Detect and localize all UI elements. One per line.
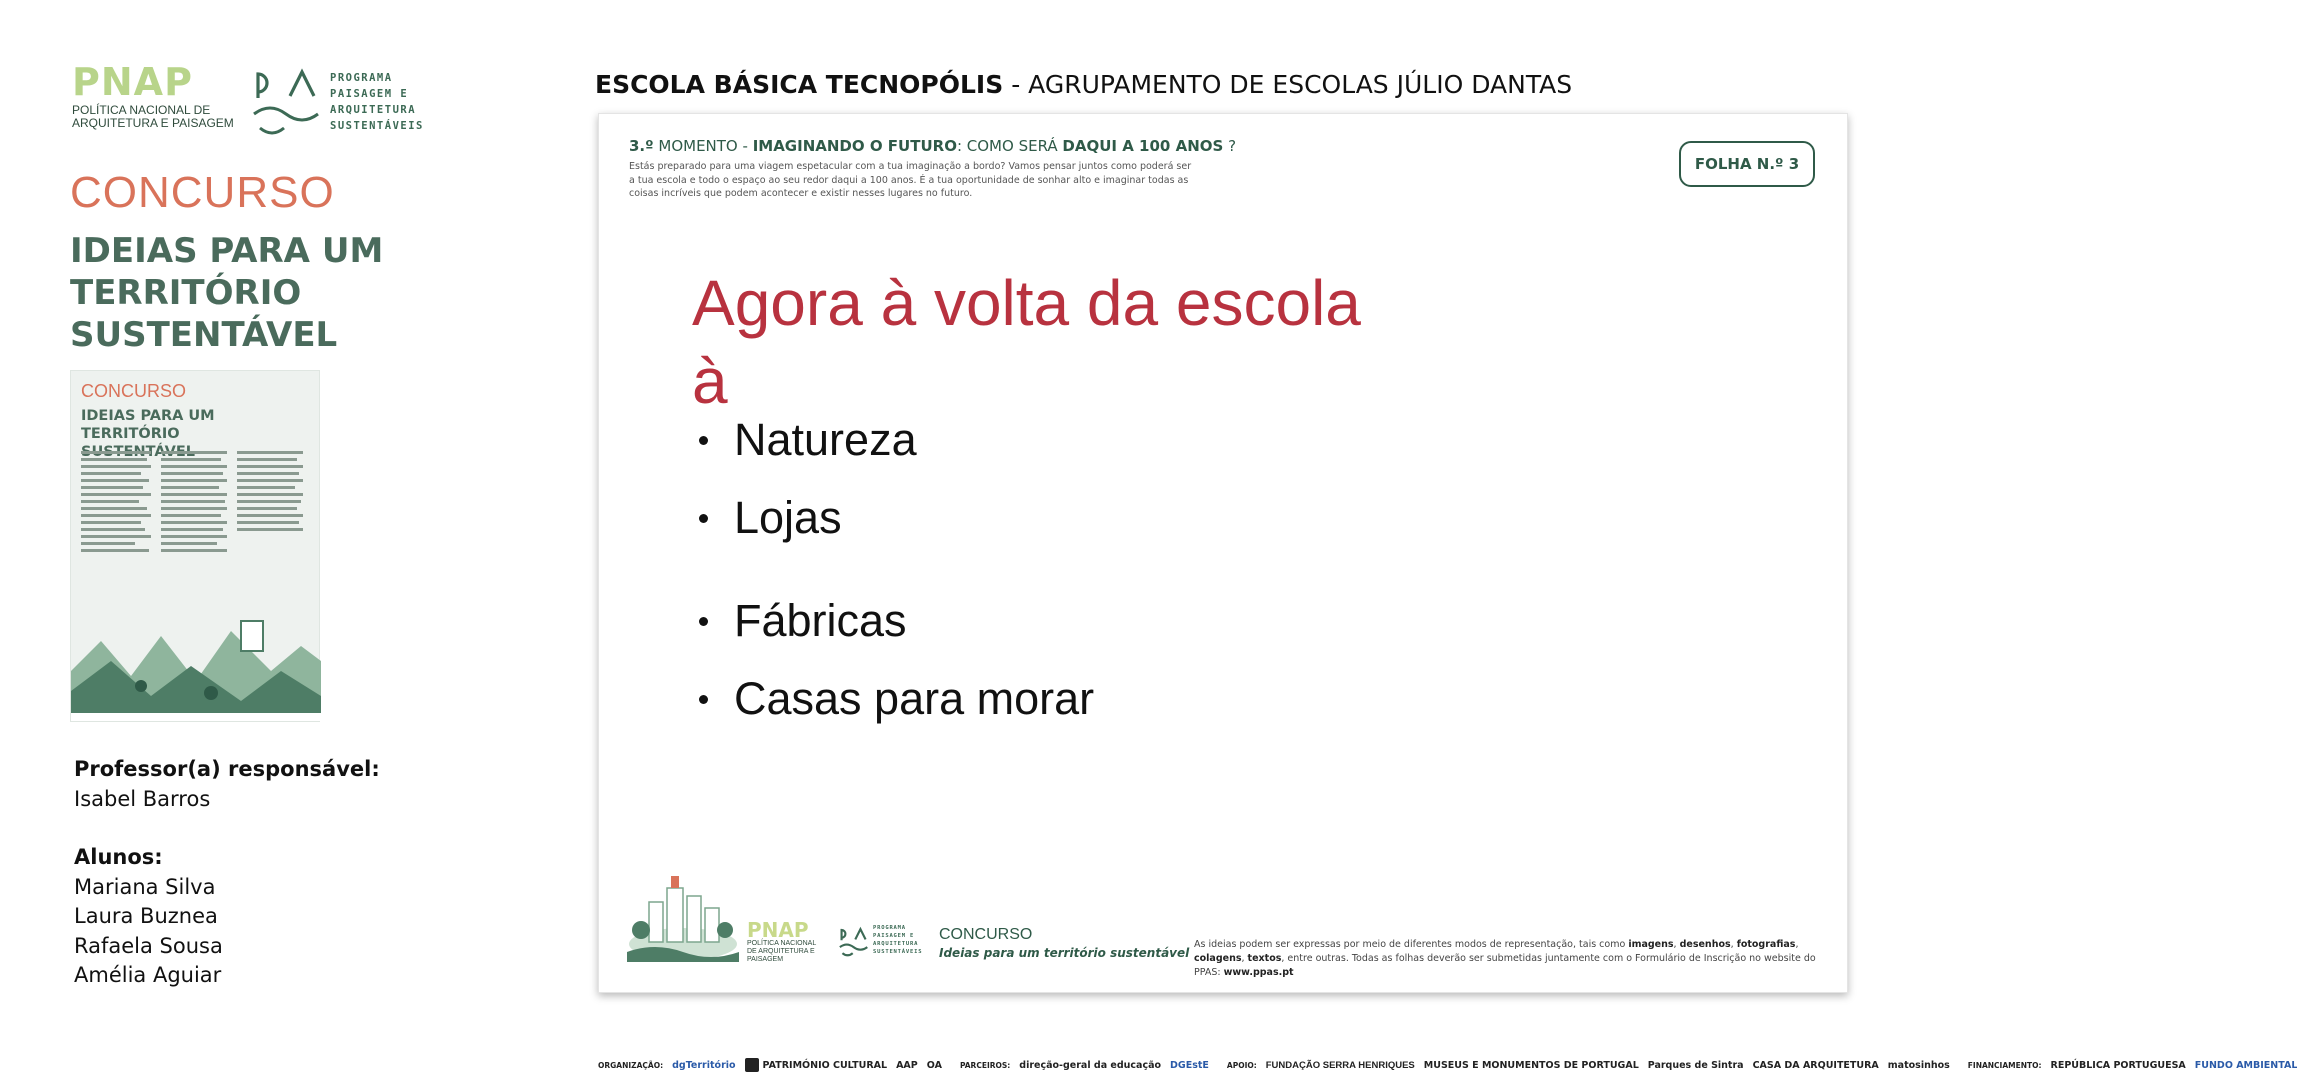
- moment-word: MOMENTO -: [653, 137, 753, 155]
- students-label: Alunos:: [74, 845, 163, 869]
- footer-note-url: www.ppas.pt: [1223, 967, 1294, 978]
- city-illustration-icon: [627, 872, 739, 962]
- bullet-item: [699, 595, 907, 647]
- sponsor-logo: DGEstE: [1170, 1059, 1209, 1071]
- footer-ppas-line: SUSTENTÁVEIS: [873, 949, 923, 955]
- student-name: Rafaela Sousa: [74, 933, 223, 958]
- bullet-item: [699, 492, 842, 544]
- moment-number: 3.º: [629, 137, 654, 155]
- footer-ppas-line: PAISAGEM E: [873, 933, 915, 939]
- footer-note-keyword: imagens: [1628, 939, 1674, 950]
- sponsor-logo: FUNDAÇÃO SERRA HENRIQUES: [1265, 1059, 1415, 1071]
- footer-ppas-logo: [839, 924, 939, 964]
- footer-pnap-wordmark: PNAP: [747, 918, 809, 942]
- teacher-label: Professor(a) responsável:: [74, 757, 380, 781]
- school-name: ESCOLA BÁSICA TECNOPÓLIS: [595, 70, 1004, 99]
- concurso-label: CONCURSO: [70, 168, 335, 217]
- bullet-dot-icon: [699, 617, 708, 626]
- footer-note-text: , entre outras. Todas as folhas deverão ser submetidas juntamente com o Formulário de Inscrição no website do PPAS:: [1194, 953, 1816, 978]
- ppas-line: PAISAGEM E: [330, 88, 409, 100]
- sponsor-logo: dgTerritório: [672, 1059, 736, 1071]
- sponsor-logo: MUSEUS E MONUMENTOS DE PORTUGAL: [1423, 1059, 1639, 1071]
- poster-text-lines: [81, 451, 311, 611]
- student-name: Laura Buznea: [74, 904, 218, 928]
- footer-ppas-line: ARQUITETURA: [873, 941, 919, 947]
- footer-note: As ideias podem ser expressas por meio de diferentes modos de representação, tais como imagens, desenhos, fotografias, colagens, textos, entre outras. Todas as folhas deverão ser submetidas juntamente com o Formulário de Inscrição no website do PPAS: www.ppas.pt: [1194, 939, 1816, 978]
- bullet-text: Fábricas: [734, 595, 907, 646]
- footer-note-text: As ideias podem ser expressas por meio de diferentes modos de representação, tais como: [1194, 939, 1629, 950]
- footer-ppas-line: PROGRAMA: [873, 925, 906, 931]
- pnap-logo: [72, 62, 242, 130]
- ppas-text: [330, 70, 424, 134]
- ppas-logo: [252, 66, 452, 138]
- partners-label: PARCEIROS:: [959, 1060, 1011, 1070]
- bullet-dot-icon: [699, 695, 708, 704]
- sponsor-logo: matosinhos: [1887, 1059, 1950, 1071]
- organization-label: ORGANIZAÇÃO:: [598, 1060, 664, 1070]
- support-label: APOIO:: [1226, 1060, 1257, 1070]
- footer-note-keyword: textos: [1247, 953, 1282, 964]
- pnap-wordmark: PNAP: [72, 60, 193, 104]
- sheet-number-badge: FOLHA N.º 3: [1679, 141, 1815, 187]
- school-header: [595, 70, 1572, 99]
- sponsor-logo-text: PATRIMÓNIO CULTURAL: [762, 1059, 888, 1071]
- moment-description: Estás preparado para uma viagem espetacular com a tua imaginação a bordo? Vamos pensar juntos como poderá ser a tua escola e todo o espaço ao seu redor daqui a 100 anos. É a tua oportunidade de sonhar alto e imaginar todas as coisas incríveis que podem acontecer e existir nesses lugares no futuro.: [629, 161, 1192, 199]
- footer-concurso: CONCURSO: [939, 926, 1033, 943]
- poster-hills-illustration: [71, 601, 321, 721]
- student-name: Amélia Aguiar: [74, 963, 222, 987]
- sponsor-logo: REPÚBLICA PORTUGUESA: [2050, 1059, 2186, 1071]
- teacher-name: Isabel Barros: [74, 786, 211, 811]
- sponsor-logo: Parques de Sintra: [1647, 1059, 1744, 1071]
- ppas-line: PROGRAMA: [330, 72, 393, 84]
- footer-ideias: Ideias para um território sustentável: [939, 946, 1190, 960]
- footer-note-keyword: desenhos: [1679, 939, 1731, 950]
- slide-heading-line: Agora à volta da escola: [692, 267, 1361, 339]
- sponsor-logo: AAP: [896, 1059, 918, 1071]
- sponsor-logo: CASA DA ARQUITETURA: [1752, 1059, 1879, 1071]
- bullet-item: [699, 414, 917, 466]
- moment-end: ?: [1223, 137, 1237, 155]
- bullet-text: Natureza: [734, 414, 917, 465]
- footer-pnap-logo: [747, 920, 827, 964]
- slide-heading-line: à: [692, 345, 728, 417]
- pnap-subtitle: POLÍTICA NACIONAL DE ARQUITETURA E PAISAGEM: [72, 103, 234, 130]
- student-name: Mariana Silva: [74, 874, 216, 899]
- sponsor-logo: FUNDO AMBIENTAL: [2194, 1059, 2297, 1071]
- moment-question: : COMO SERÁ: [956, 137, 1063, 155]
- contest-poster-thumbnail: [70, 370, 320, 722]
- bullet-list: [699, 114, 1299, 724]
- bullet-text: Casas para morar: [734, 673, 1095, 724]
- sponsor-logo: direção-geral da educação: [1019, 1059, 1162, 1071]
- ppas-line: SUSTENTÁVEIS: [330, 120, 424, 132]
- header-logos: [72, 62, 472, 142]
- sponsor-logo: [745, 1058, 888, 1072]
- moment-horizon: DAQUI A 100 ANOS: [1062, 137, 1224, 155]
- footer-ppas-mark-icon: [839, 924, 869, 960]
- poster-concurso-label: CONCURSO: [81, 381, 187, 401]
- sheet-footer: [599, 872, 1847, 992]
- funding-label: FINANCIAMENTO:: [1967, 1060, 2042, 1070]
- footer-pnap-subtitle: POLÍTICA NACIONAL DE ARQUITETURA E PAISAGEM: [747, 940, 816, 963]
- school-group: - AGRUPAMENTO DE ESCOLAS JÚLIO DANTAS: [1003, 70, 1573, 99]
- patrimonio-icon: [745, 1058, 759, 1072]
- participants-block: [74, 755, 380, 991]
- ppas-line: ARQUITETURA: [330, 104, 417, 116]
- bullet-dot-icon: [699, 436, 708, 445]
- contest-title: IDEIAS PARA UM TERRITÓRIO SUSTENTÁVEL: [70, 231, 384, 355]
- footer-ppas-text: [873, 924, 922, 956]
- bullet-dot-icon: [699, 514, 708, 523]
- ppas-mark-icon: [252, 66, 322, 138]
- worksheet: [598, 113, 1848, 993]
- bullet-text: Lojas: [734, 492, 842, 543]
- moment-theme: IMAGINANDO O FUTURO: [752, 137, 957, 155]
- footer-note-keyword: colagens: [1194, 953, 1242, 964]
- footer-note-keyword: fotografias: [1736, 939, 1796, 950]
- sponsors-strip: [598, 1050, 2297, 1080]
- sponsor-logo: OA: [926, 1059, 942, 1071]
- bullet-item: [699, 673, 1094, 725]
- poster-title: IDEIAS PARA UM TERRITÓRIO: [81, 408, 215, 442]
